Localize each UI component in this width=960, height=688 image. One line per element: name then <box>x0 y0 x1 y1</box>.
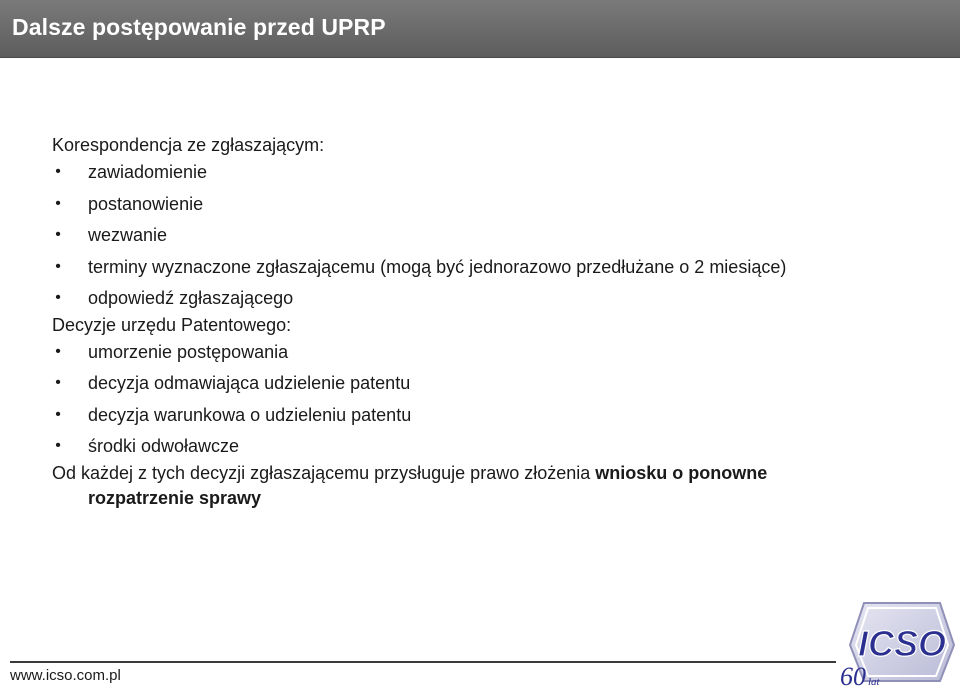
section-heading-correspondence: Korespondencja ze zgłaszającym: <box>52 135 325 155</box>
bullet-icon: • <box>55 342 61 360</box>
bullet-icon: • <box>55 163 61 180</box>
list-item-text: umorzenie postępowania <box>88 341 289 362</box>
footer-url: www.icso.com.pl <box>10 667 121 684</box>
slide-content <box>52 131 852 511</box>
bullet-icon: • <box>55 374 61 391</box>
list-item-text: decyzja odmawiająca udzielenie patentu <box>88 373 411 393</box>
list-item-text: odpowiedź zgłaszającego <box>88 288 294 308</box>
list-item-text: środki odwoławcze <box>88 436 240 456</box>
list-item-text: terminy wyznaczone zgłaszającemu (mogą być jednorazowo przedłużane o 2 miesiące) <box>88 256 787 277</box>
closing-bold-text: wniosku o ponowne rozpatrzenie sprawy <box>88 462 768 508</box>
footer-divider <box>10 661 836 663</box>
list-item-text: zawiadomienie <box>88 162 208 182</box>
list-item-text: decyzja warunkowa o udzieleniu patentu <box>88 404 412 425</box>
decisions-list <box>52 339 852 460</box>
list-item <box>52 339 852 365</box>
logo-text: ICSO <box>857 623 947 664</box>
bullet-icon: • <box>55 257 61 275</box>
list-item <box>52 433 852 459</box>
section-heading-decisions: Decyzje urzędu Patentowego: <box>52 314 292 335</box>
list-item <box>52 159 852 185</box>
list-item <box>52 285 852 311</box>
bullet-icon: • <box>55 405 61 423</box>
correspondence-list <box>52 159 852 311</box>
closing-paragraph <box>52 461 852 511</box>
title-bar <box>0 0 960 58</box>
list-item <box>52 191 852 217</box>
list-item <box>52 222 852 248</box>
bullet-icon: • <box>55 226 61 243</box>
closing-text: Od każdej z tych decyzji zgłaszającemu przysługuje prawo złożenia <box>52 462 596 483</box>
list-item <box>52 254 852 280</box>
bullet-icon: • <box>55 194 61 212</box>
icso-logo <box>836 601 956 688</box>
list-item <box>52 402 852 428</box>
slide-title: Dalsze postępowanie przed UPRP <box>12 14 386 40</box>
list-item-text: postanowienie <box>88 193 204 214</box>
logo-anniversary-suffix: lat <box>868 676 880 688</box>
bullet-icon: • <box>55 289 61 306</box>
logo-anniversary: 60 <box>840 662 866 688</box>
bullet-icon: • <box>55 437 61 454</box>
list-item-text: wezwanie <box>88 225 168 245</box>
list-item <box>52 370 852 396</box>
